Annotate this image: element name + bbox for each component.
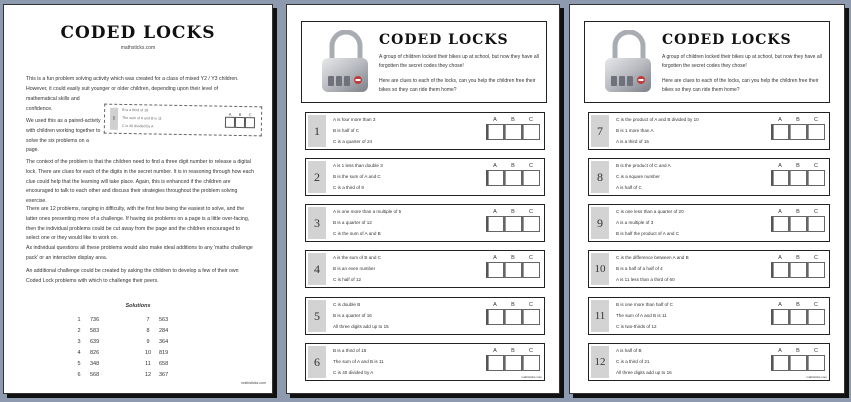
digit-slot-c (807, 124, 825, 140)
digit-slot-b (789, 309, 807, 325)
lock-label-c: C (814, 209, 818, 215)
clue: C is a third of 9 (333, 185, 364, 190)
solutions-title: Solutions (125, 303, 151, 309)
solution-row: 9 364 (146, 339, 169, 346)
problem-card-7 (588, 112, 830, 150)
header-intro: A group of children locked their bikes up at school, but now they have all forgotten the secret codes they chose! (379, 54, 539, 70)
problem-number: 9 (591, 207, 609, 239)
problem-number: 6 (308, 346, 326, 378)
problem-card-2 (305, 158, 545, 196)
lock-label-a: A (493, 209, 497, 215)
problem-card-9 (588, 204, 830, 242)
problem-card-1 (305, 112, 545, 150)
page-problems-7-12 (569, 4, 845, 394)
lock-slot (235, 117, 245, 128)
lock-code-boxes (767, 255, 825, 278)
lock-label-c: C (529, 209, 533, 215)
inset-clue: C is 40 divided by A (121, 123, 154, 129)
inset-lock-boxes (225, 112, 255, 129)
digit-slot-c (522, 170, 540, 186)
lock-label: C (248, 112, 252, 118)
problem-number: 8 (591, 161, 609, 193)
header-intro: A group of children locked their bikes up at school, but now they have all forgotten the secret codes they chose! (662, 54, 822, 70)
digit-slot-b (789, 124, 807, 140)
lock-label-c: C (814, 117, 818, 123)
lock-code-boxes (482, 209, 540, 232)
inset-number: 6 (110, 108, 118, 130)
clue: B is an even number (333, 266, 376, 271)
lock-label-c: C (529, 348, 533, 354)
digit-slot-c (807, 355, 825, 371)
clue: B is a third of 18 (333, 348, 367, 353)
padlock-icon (603, 30, 655, 96)
clue: The sum of A and B is 11 (616, 313, 667, 318)
solution-row: 12 367 (144, 371, 169, 378)
digit-slot-a (486, 355, 504, 371)
intro-paragraph: This is a fun problem solving activity which was created for a class of mixed Y2 / Y3 children. However, it could easily suit younger or older children, depending upon their level of (26, 76, 239, 92)
lock-label-a: A (778, 302, 782, 308)
clue: B is half of C (333, 128, 360, 133)
clue: B is a half of a half of 4 (616, 266, 663, 271)
lock-label-a: A (778, 209, 782, 215)
digit-slot-b (789, 262, 807, 278)
page-teacher-notes (3, 4, 273, 394)
digit-slot-b (504, 309, 522, 325)
usage-paragraph: We used this as a paired-activity with children working together to solve the six problems on a page. (26, 118, 101, 154)
digit-slot-b (504, 216, 522, 232)
clue: B is a quarter of 12 (333, 220, 372, 225)
individual-paragraph: As individual questions all these problems would also make ideal additions to any 'maths challenge pack' or an interactive display area. (26, 245, 253, 261)
header-question: Here are clues to each of the locks, can you help the children free their bikes so they can ride them home? (662, 78, 819, 94)
lock-code-boxes (767, 348, 825, 371)
lock-slot (225, 117, 235, 128)
lock-label-b: B (511, 255, 515, 261)
lock-label-c: C (814, 348, 818, 354)
solutions-column-right (137, 315, 189, 380)
solution-row: 7 563 (146, 317, 169, 324)
clue: A is half of C (616, 185, 642, 190)
lock-code-boxes (767, 163, 825, 186)
clue: A is a multiple of 3 (616, 220, 654, 225)
problem-card-3 (305, 204, 545, 242)
digit-slot-b (504, 170, 522, 186)
lock-label-a: A (493, 348, 497, 354)
clue: All three digits add up to 15 (333, 324, 389, 329)
site-label: mathsticks.com (120, 45, 156, 51)
clue: B is a quarter of 16 (333, 313, 372, 318)
digit-slot-c (807, 262, 825, 278)
clue: C is 40 divided by A (333, 370, 374, 375)
lock-label-b: B (511, 209, 515, 215)
padlock-icon (320, 30, 372, 96)
digit-slot-a (486, 170, 504, 186)
problem-number: 2 (308, 161, 326, 193)
problem-card-6 (305, 343, 545, 381)
digit-slot-b (504, 124, 522, 140)
digit-slot-b (789, 355, 807, 371)
digit-slot-c (522, 309, 540, 325)
lock-code-boxes (482, 117, 540, 140)
digit-slot-a (486, 262, 504, 278)
footer-site: mathsticks.com (806, 375, 827, 379)
lock-label-b: B (511, 117, 515, 123)
solution-row: 6 568 (77, 371, 100, 378)
clue: A is four more than 3 (333, 117, 376, 122)
clue: C is the sum of A and B (333, 231, 381, 236)
lock-code-boxes (767, 209, 825, 232)
digit-slot-a (486, 124, 504, 140)
digit-slot-a (771, 124, 789, 140)
lock-label-b: B (796, 255, 800, 261)
intro-tail: mathematical skills and confidence. (26, 96, 80, 112)
lock-slot (245, 117, 255, 128)
clue: All three digits add up to 16 (616, 370, 672, 375)
lock-code-boxes (767, 302, 825, 325)
clue: C is one less than a quarter of 20 (616, 209, 684, 214)
page-title: CODED LOCKS (662, 32, 792, 48)
lock-label-a: A (778, 163, 782, 169)
clue: A is a third of 15 (616, 139, 649, 144)
problem-number: 1 (308, 115, 326, 147)
lock-label-c: C (529, 117, 533, 123)
context-paragraph: The context of the problem is that the children need to find a three digit number to release a digital lock. There are clues for each of the digits in the secret number. It is in reasoning through how each clue could help that the learning will take place. Again, this is enhanced if the children are encouraged to talk to each other and discuss their strategies throughout the problem solving exercise. (26, 159, 254, 205)
digit-slot-c (522, 216, 540, 232)
clue: A is 1 less than double 3 (333, 163, 383, 168)
problem-number: 3 (308, 207, 326, 239)
problem-number: 4 (308, 253, 326, 285)
page-problems-1-6 (286, 4, 560, 394)
lock-label-a: A (493, 302, 497, 308)
digit-slot-c (522, 124, 540, 140)
lock-code-boxes (482, 163, 540, 186)
lock-label-a: A (493, 163, 497, 169)
digit-slot-b (789, 170, 807, 186)
digit-slot-a (486, 309, 504, 325)
inset-clue: The sum of A and B is 11 (121, 115, 162, 121)
digit-slot-b (504, 262, 522, 278)
problem-card-10 (588, 250, 830, 288)
lock-code-boxes (482, 255, 540, 278)
problem-number: 7 (591, 115, 609, 147)
solution-row: 2 583 (77, 328, 100, 335)
digit-slot-c (522, 355, 540, 371)
digit-slot-b (504, 355, 522, 371)
solutions-column-left (68, 315, 120, 380)
lock-label-c: C (814, 302, 818, 308)
clue: C is a third of 21 (616, 359, 650, 364)
lock-label-c: C (814, 163, 818, 169)
header-card (301, 21, 547, 103)
lock-label: A (228, 111, 232, 117)
header-question: Here are clues to each of the locks, can you help the children free their bikes so they can ride them home? (379, 78, 536, 94)
footer-site: mathsticks.com (241, 381, 266, 385)
solution-row: 11 658 (145, 361, 169, 367)
lock-label-b: B (796, 348, 800, 354)
lock-code-boxes (482, 348, 540, 371)
digit-slot-c (807, 170, 825, 186)
solution-row: 8 284 (146, 328, 169, 335)
clue: C is two-thirds of 12 (616, 324, 657, 329)
digit-slot-a (771, 170, 789, 186)
lock-label-b: B (796, 302, 800, 308)
lock-label-b: B (511, 348, 515, 354)
lock-label-c: C (529, 255, 533, 261)
solution-row: 4 826 (77, 350, 100, 357)
clue: B is 1 more than A (616, 128, 654, 133)
problem-card-4 (305, 250, 545, 288)
problem-number: 12 (591, 346, 609, 378)
lock-label-b: B (796, 209, 800, 215)
lock-label-b: B (796, 163, 800, 169)
lock-label-a: A (493, 117, 497, 123)
problems-paragraph: There are 12 problems, ranging in difficulty, with the first few being the easiest to solve, and the latter ones presenting more of a challenge. If having six problems on a page is a little over-facing, then the individual problems could be cut away from the page and the children encouraged to select one or they would like to work on. (26, 206, 250, 242)
digit-slot-a (771, 262, 789, 278)
problem-number: 5 (308, 300, 326, 332)
lock-label-b: B (796, 117, 800, 123)
solution-row: 1 736 (77, 317, 100, 324)
lock-label-a: A (778, 117, 782, 123)
digit-slot-c (807, 216, 825, 232)
problem-number: 10 (591, 253, 609, 285)
problem-card-5 (305, 297, 545, 335)
lock-code-boxes (482, 302, 540, 325)
lock-label-a: A (778, 255, 782, 261)
footer-site: mathsticks.com (521, 375, 542, 379)
lock-label-b: B (511, 302, 515, 308)
clue: A is half of B (616, 348, 642, 353)
lock-label-a: A (778, 348, 782, 354)
clue: B is one more than half of C (616, 302, 673, 307)
clue: C is a quarter of 24 (333, 139, 373, 144)
problem-number: 11 (591, 300, 609, 332)
lock-code-boxes (767, 117, 825, 140)
digit-slot-a (771, 216, 789, 232)
page-title: CODED LOCKS (379, 32, 509, 48)
digit-slot-a (771, 355, 789, 371)
clue: The sum of A and B is 11 (333, 359, 384, 364)
problem-card-11 (588, 297, 830, 335)
digit-slot-b (789, 216, 807, 232)
solution-row: 10 819 (144, 350, 169, 357)
problem-card-12 (588, 343, 830, 381)
clue: A is 11 less than a third of 60 (616, 277, 675, 282)
digit-slot-c (807, 309, 825, 325)
sample-problem-inset (104, 104, 262, 137)
clue: C is half of 12 (333, 277, 362, 282)
clue: C is double B (333, 302, 361, 307)
problem-card-8 (588, 158, 830, 196)
clue: B is the product of C and A (616, 163, 671, 168)
clue: C is a square number (616, 174, 660, 179)
page-title: CODED LOCKS (60, 23, 216, 43)
inset-clue: B is a third of 18 (122, 107, 149, 113)
solution-row: 3 639 (77, 339, 100, 346)
additional-paragraph: An additional challenge could be created by asking the children to develop a few of their own Coded Lock problems with which to challenge their peers. (26, 268, 239, 284)
lock-label-a: A (493, 255, 497, 261)
digit-slot-c (522, 262, 540, 278)
header-card (584, 21, 830, 103)
clue: B is half the product of A and C (616, 231, 680, 236)
digit-slot-a (771, 309, 789, 325)
lock-label-c: C (529, 163, 533, 169)
lock-label-c: C (529, 302, 533, 308)
clue: A is one more than a multiple of 5 (333, 209, 402, 214)
clue: B is the sum of A and C (333, 174, 381, 179)
clue: A is the sum of B and C (333, 255, 382, 260)
digit-slot-a (486, 216, 504, 232)
solution-row: 5 348 (77, 361, 100, 367)
lock-label-b: B (511, 163, 515, 169)
lock-label-c: C (814, 255, 818, 261)
clue: C is the difference between A and B (616, 255, 689, 260)
lock-label: B (238, 111, 242, 118)
clue: C is the product of A and B divided by 10 (616, 117, 699, 122)
